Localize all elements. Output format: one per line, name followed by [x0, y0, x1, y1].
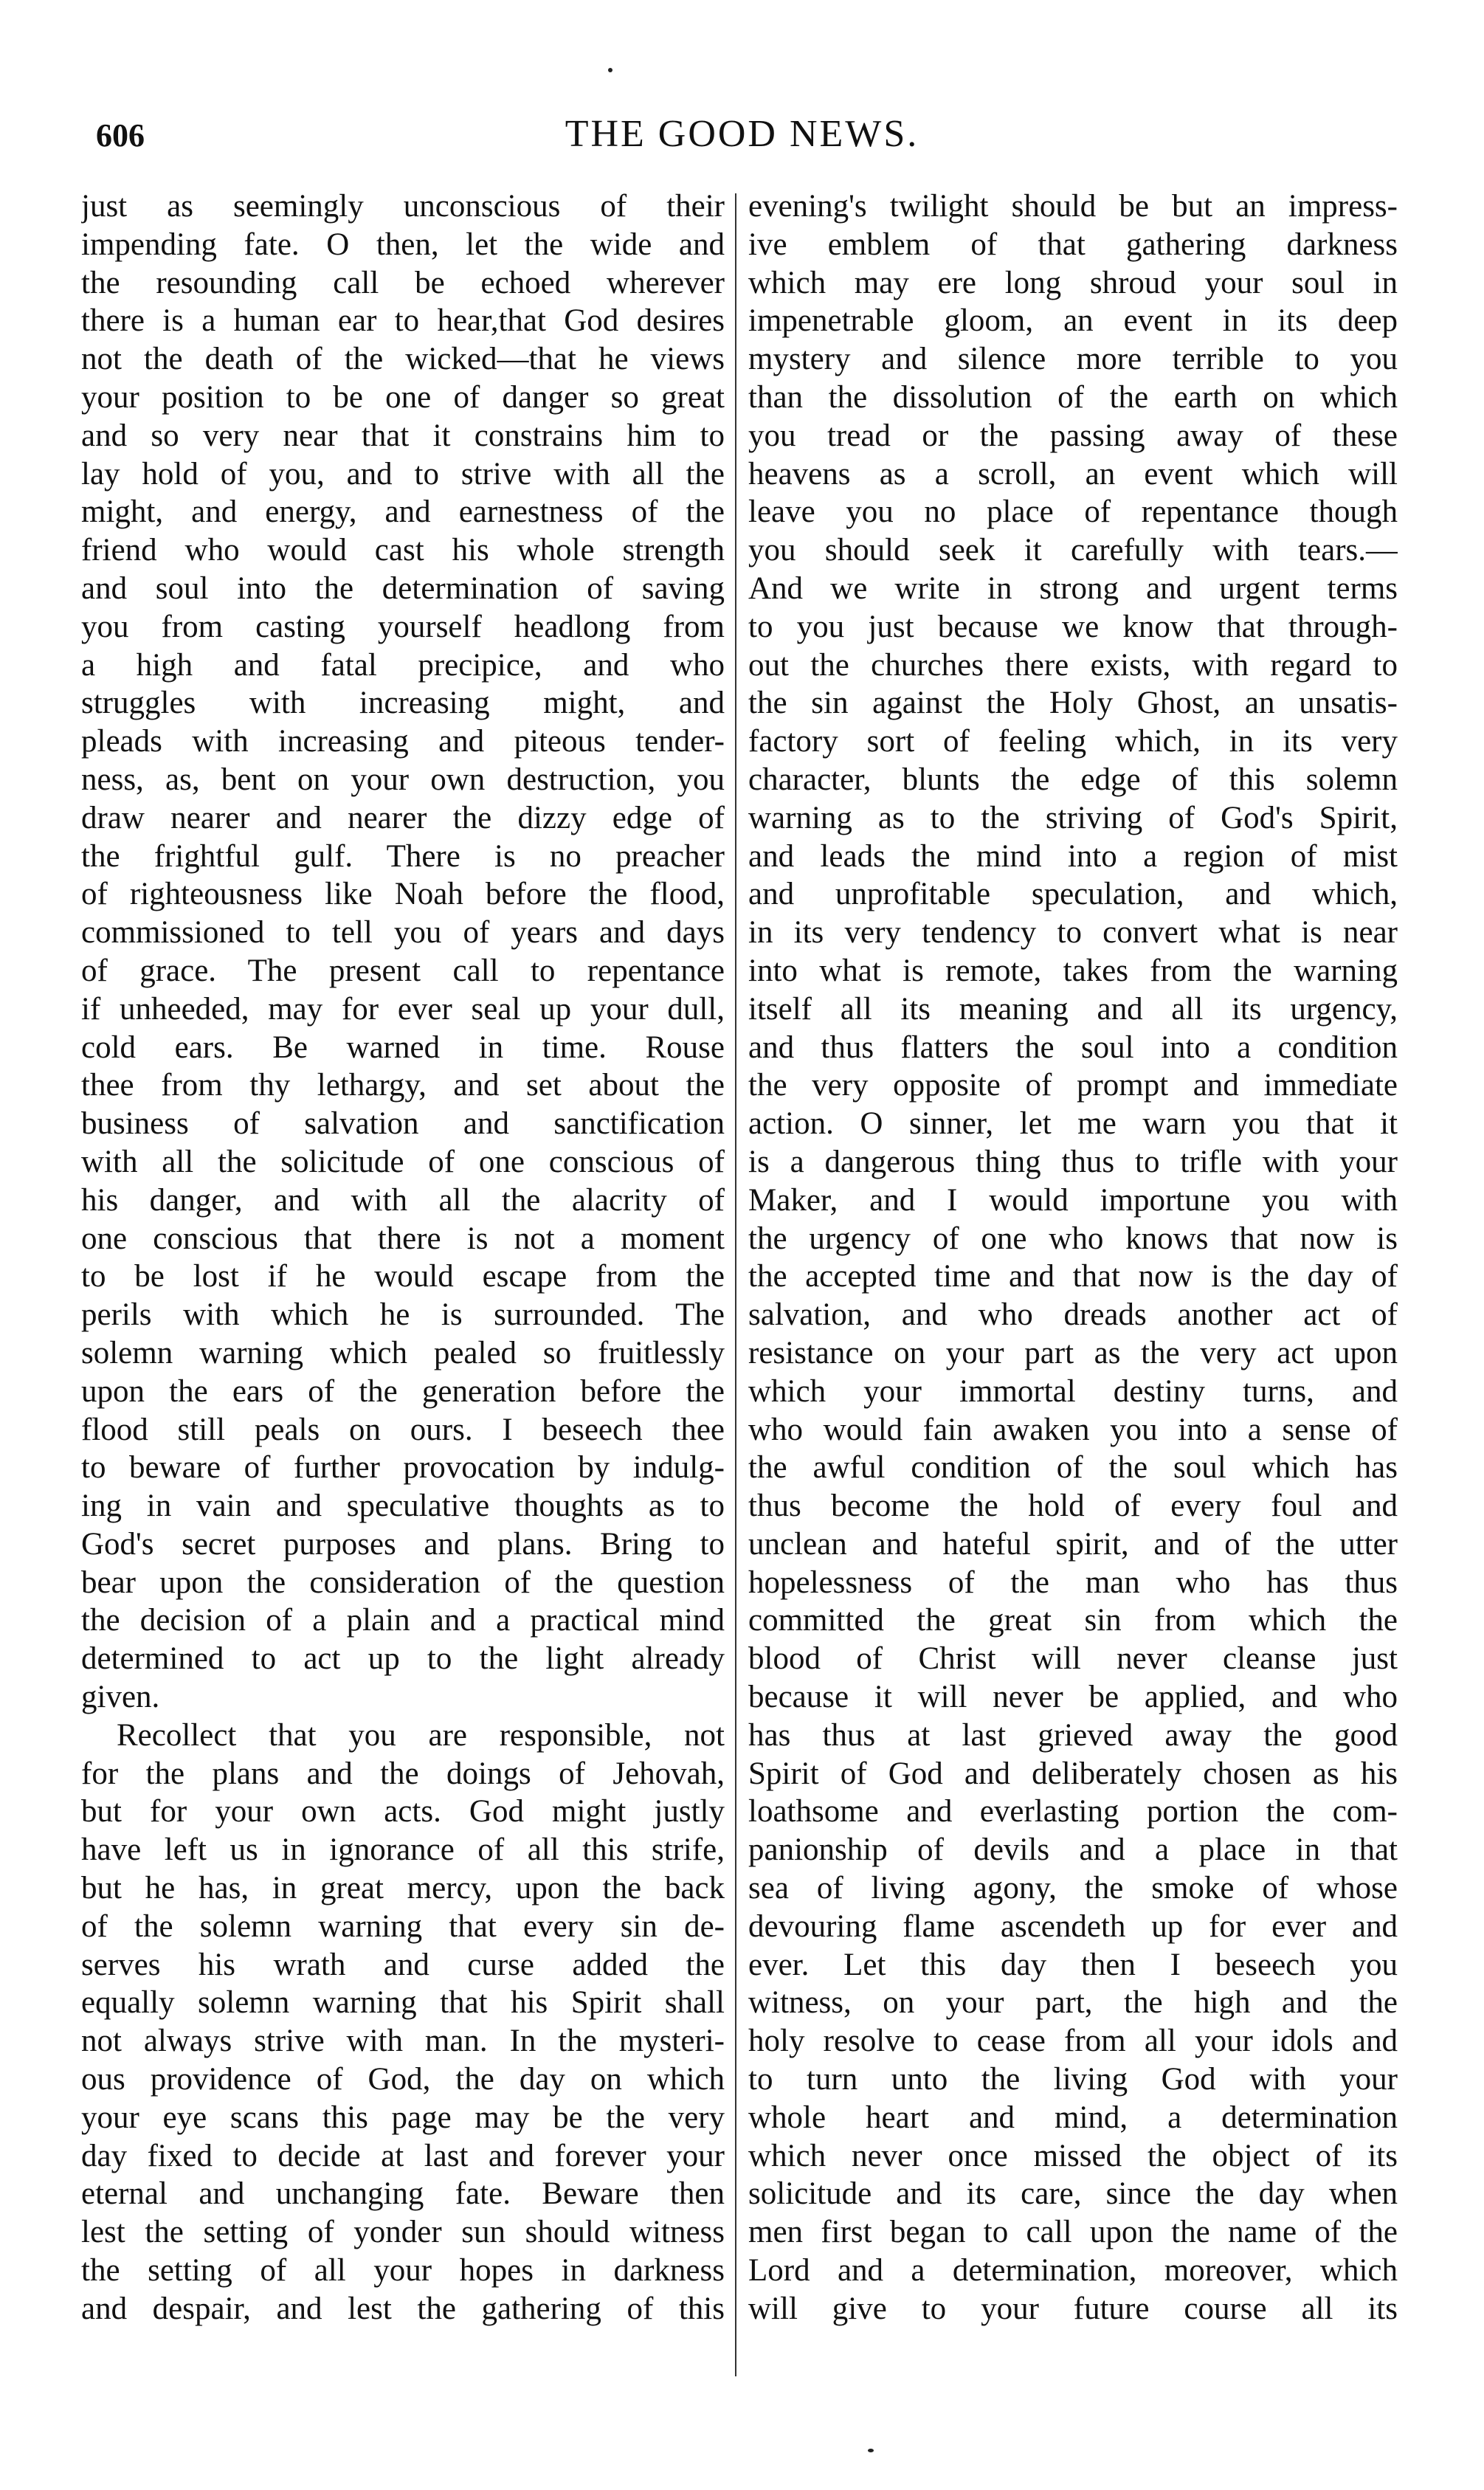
text-line: impending fate. O then, let the wide and	[81, 227, 725, 262]
text-line: not always strive with man. In the mysteri-	[81, 2024, 725, 2059]
text-line: and so very near that it constrains him to	[81, 418, 725, 453]
text-line: has thus at last grieved away the good	[748, 1717, 1398, 1753]
text-line: is a dangerous thing thus to trifle with your	[748, 1144, 1398, 1179]
text-line: the very opposite of prompt and immediate	[748, 1068, 1398, 1103]
text-line: character, blunts the edge of this solemn	[748, 762, 1398, 797]
text-line: out the churches there exists, with regard to	[748, 647, 1398, 683]
text-line: into what is remote, takes from the warning	[748, 953, 1398, 988]
text-line: mystery and silence more terrible to you	[748, 342, 1398, 377]
text-line: eternal and unchanging fate. Beware then	[81, 2176, 725, 2212]
text-line: which may ere long shroud your soul in	[748, 265, 1398, 300]
text-line: the accepted time and that now is the day of	[748, 1259, 1398, 1294]
text-line: draw nearer and nearer the dizzy edge of	[81, 800, 725, 835]
text-line: of righteousness like Noah before the flood,	[81, 877, 725, 912]
text-line: and leads the mind into a region of mist	[748, 838, 1398, 874]
text-line: flood still peals on ours. I beseech thee	[81, 1412, 725, 1447]
text-line: to beware of further provocation by indulg-	[81, 1450, 725, 1486]
text-line: determined to act up to the light already	[81, 1641, 725, 1677]
text-line: and unprofitable speculation, and which,	[748, 877, 1398, 912]
text-line: might, and energy, and earnestness of the	[81, 494, 725, 530]
text-line: you tread or the passing away of these	[748, 418, 1398, 453]
text-line: serves his wrath and curse added the	[81, 1947, 725, 1982]
text-line: business of salvation and sanctification	[81, 1106, 725, 1142]
text-line: blood of Christ will never cleanse just	[748, 1641, 1398, 1677]
text-line: loathsome and everlasting portion the com-	[748, 1794, 1398, 1829]
text-line: ing in vain and speculative thoughts as to	[81, 1489, 725, 1524]
text-line: have left us in ignorance of all this strife,	[81, 1832, 725, 1868]
text-line: salvation, and who dreads another act of	[748, 1297, 1398, 1333]
text-line: to you just because we know that through-	[748, 609, 1398, 644]
text-line: his danger, and with all the alacrity of	[81, 1182, 725, 1218]
text-line: Recollect that you are responsible, not	[117, 1717, 725, 1753]
text-line: evening's twilight should be but an impress-	[748, 189, 1398, 224]
text-line: which your immortal destiny turns, and	[748, 1373, 1398, 1409]
text-line: day fixed to decide at last and forever your	[81, 2138, 725, 2173]
text-line: action. O sinner, let me warn you that it	[748, 1106, 1398, 1142]
print-speck	[868, 2449, 874, 2452]
text-line: friend who would cast his whole strength	[81, 533, 725, 568]
text-line: and despair, and lest the gathering of this	[81, 2291, 725, 2326]
text-line: witness, on your part, the high and the	[748, 1985, 1398, 2021]
text-line: to turn unto the living God with your	[748, 2062, 1398, 2097]
running-head-title: THE GOOD NEWS.	[565, 113, 919, 155]
text-line: than the dissolution of the earth on which	[748, 379, 1398, 415]
text-line: panionship of devils and a place in that	[748, 1832, 1398, 1868]
text-line: and thus flatters the soul into a condition	[748, 1030, 1398, 1065]
text-line: in its very tendency to convert what is near	[748, 915, 1398, 951]
text-line: perils with which he is surrounded. The	[81, 1297, 725, 1333]
text-line: ever. Let this day then I beseech you	[748, 1947, 1398, 1982]
text-line: factory sort of feeling which, in its very	[748, 724, 1398, 759]
text-line: with all the solicitude of one conscious of	[81, 1144, 725, 1179]
text-line: the sin against the Holy Ghost, an unsatis-	[748, 686, 1398, 721]
text-line: of grace. The present call to repentance	[81, 953, 725, 988]
text-line: committed the great sin from which the	[748, 1603, 1398, 1638]
text-line: to be lost if he would escape from the	[81, 1259, 725, 1294]
text-line: there is a human ear to hear,that God desires	[81, 303, 725, 339]
text-line: your position to be one of danger so great	[81, 379, 725, 415]
page-number: 606	[96, 117, 145, 154]
text-line: thee from thy lethargy, and set about the	[81, 1068, 725, 1103]
text-line: itself all its meaning and all its urgency,	[748, 991, 1398, 1027]
text-line: unclean and hateful spirit, and of the utter	[748, 1526, 1398, 1562]
column-divider-rule	[735, 193, 736, 2376]
text-line: whole heart and mind, a determination	[748, 2100, 1398, 2135]
text-line: if unheeded, may for ever seal up your dull,	[81, 991, 725, 1027]
text-line: cold ears. Be warned in time. Rouse	[81, 1030, 725, 1065]
left-text-column	[81, 187, 725, 2328]
text-line: And we write in strong and urgent terms	[748, 570, 1398, 606]
right-text-column	[748, 187, 1398, 2328]
print-speck	[608, 68, 612, 72]
text-line: because it will never be applied, and who	[748, 1680, 1398, 1715]
text-line: and soul into the determination of saving	[81, 570, 725, 606]
text-line: impenetrable gloom, an event in its deep	[748, 303, 1398, 339]
text-line: not the death of the wicked—that he views	[81, 342, 725, 377]
text-line: lay hold of you, and to strive with all the	[81, 456, 725, 492]
text-line: Maker, and I would importune you with	[748, 1182, 1398, 1218]
text-line: you should seek it carefully with tears.—	[748, 533, 1398, 568]
text-line: a high and fatal precipice, and who	[81, 647, 725, 683]
text-line: resistance on your part as the very act upon	[748, 1335, 1398, 1370]
text-line: equally solemn warning that his Spirit shall	[81, 1985, 725, 2021]
text-line: pleads with increasing and piteous tender-	[81, 724, 725, 759]
text-line: commissioned to tell you of years and days	[81, 915, 725, 951]
text-line: heavens as a scroll, an event which will	[748, 456, 1398, 492]
text-line: sea of living agony, the smoke of whose	[748, 1871, 1398, 1906]
text-line: of the solemn warning that every sin de-	[81, 1908, 725, 1944]
text-line: one conscious that there is not a moment	[81, 1221, 725, 1256]
text-line: the frightful gulf. There is no preacher	[81, 838, 725, 874]
text-line: ous providence of God, the day on which	[81, 2062, 725, 2097]
text-line: the setting of all your hopes in darkness	[81, 2253, 725, 2289]
text-line: upon the ears of the generation before the	[81, 1373, 725, 1409]
text-line: the urgency of one who knows that now is	[748, 1221, 1398, 1256]
text-line: for the plans and the doings of Jehovah,	[81, 1756, 725, 1791]
text-line: ive emblem of that gathering darkness	[748, 227, 1398, 262]
text-line: holy resolve to cease from all your idols and	[748, 2024, 1398, 2059]
text-line: you from casting yourself headlong from	[81, 609, 725, 644]
text-line: men first began to call upon the name of the	[748, 2215, 1398, 2250]
text-line: just as seemingly unconscious of their	[81, 189, 725, 224]
text-line: Spirit of God and deliberately chosen as his	[748, 1756, 1398, 1791]
text-line: ness, as, bent on your own destruction, you	[81, 762, 725, 797]
text-line: lest the setting of yonder sun should witness	[81, 2215, 725, 2250]
text-line: will give to your future course all its	[748, 2291, 1398, 2326]
text-line: God's secret purposes and plans. Bring to	[81, 1526, 725, 1562]
text-line: but for your own acts. God might justly	[81, 1794, 725, 1829]
text-line: solicitude and its care, since the day when	[748, 2176, 1398, 2212]
text-line: the decision of a plain and a practical mind	[81, 1603, 725, 1638]
text-line: hopelessness of the man who has thus	[748, 1565, 1398, 1600]
text-line: your eye scans this page may be the very	[81, 2100, 725, 2135]
text-line: who would fain awaken you into a sense of	[748, 1412, 1398, 1447]
text-line: leave you no place of repentance though	[748, 494, 1398, 530]
text-line: given.	[81, 1680, 160, 1715]
text-line: bear upon the consideration of the question	[81, 1565, 725, 1600]
text-line: the resounding call be echoed wherever	[81, 265, 725, 300]
text-line: struggles with increasing might, and	[81, 686, 725, 721]
text-line: but he has, in great mercy, upon the back	[81, 1871, 725, 1906]
text-line: the awful condition of the soul which has	[748, 1450, 1398, 1486]
text-line: thus become the hold of every foul and	[748, 1489, 1398, 1524]
text-line: solemn warning which pealed so fruitlessly	[81, 1335, 725, 1370]
text-line: warning as to the striving of God's Spirit,	[748, 800, 1398, 835]
text-line: which never once missed the object of its	[748, 2138, 1398, 2173]
text-line: Lord and a determination, moreover, which	[748, 2253, 1398, 2289]
text-line: devouring flame ascendeth up for ever and	[748, 1908, 1398, 1944]
